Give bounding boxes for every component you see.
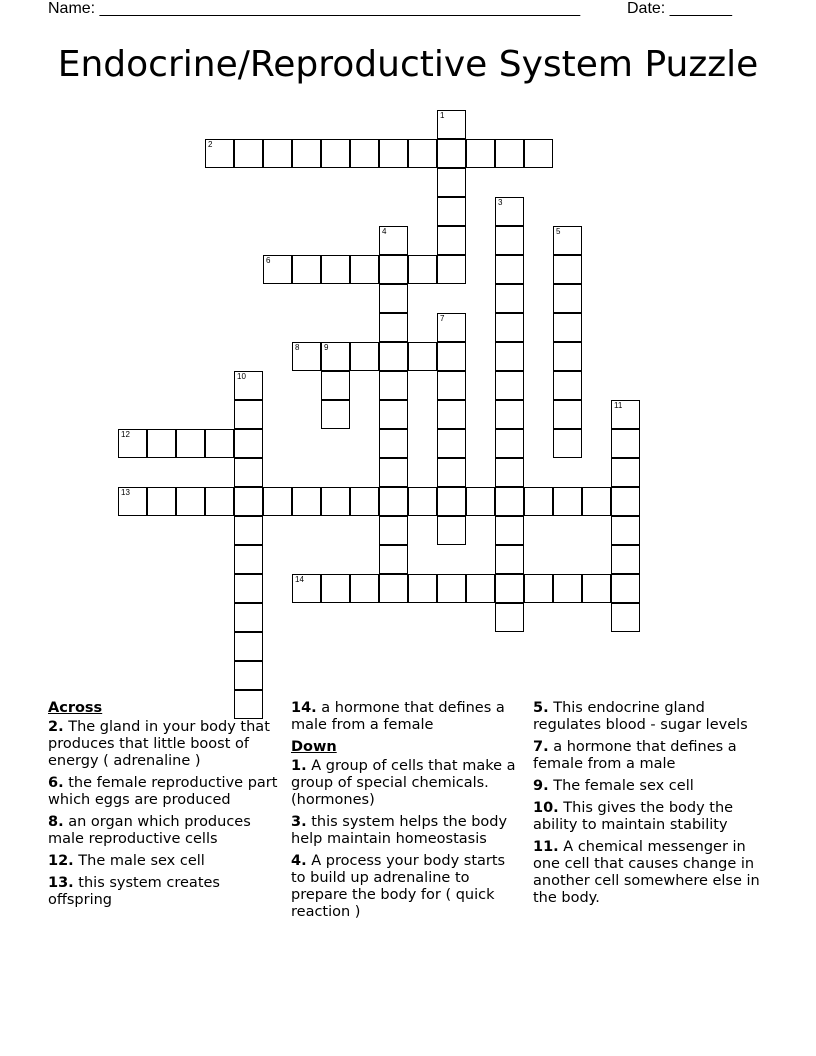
grid-cell[interactable]: [379, 487, 408, 516]
grid-cell[interactable]: [466, 574, 495, 603]
grid-cell[interactable]: [495, 342, 524, 371]
grid-cell[interactable]: [350, 255, 379, 284]
grid-cell[interactable]: [321, 487, 350, 516]
grid-cell[interactable]: [408, 139, 437, 168]
clue-number: 12: [121, 430, 130, 439]
grid-cell[interactable]: [437, 197, 466, 226]
grid-cell[interactable]: [553, 284, 582, 313]
grid-cell[interactable]: [611, 400, 640, 429]
grid-cell[interactable]: [553, 342, 582, 371]
page-title: Endocrine/Reproductive System Puzzle: [57, 44, 759, 85]
grid-cell[interactable]: [234, 661, 263, 690]
grid-cell[interactable]: [553, 487, 582, 516]
grid-cell[interactable]: [495, 487, 524, 516]
grid-cell[interactable]: [611, 545, 640, 574]
grid-cell[interactable]: [437, 400, 466, 429]
grid-cell[interactable]: [611, 603, 640, 632]
grid-cell[interactable]: [611, 574, 640, 603]
clue-number: 5: [556, 227, 561, 236]
clues-column-3: [533, 700, 773, 912]
clue-down-5: 5. This endocrine gland regulates blood - sugar levels: [533, 700, 748, 733]
grid-cell[interactable]: [263, 255, 292, 284]
grid-cell[interactable]: [379, 458, 408, 487]
grid-cell[interactable]: [437, 168, 466, 197]
clue-number: 4: [382, 227, 387, 236]
clue-across-12: 12. The male sex cell: [48, 853, 205, 869]
grid-cell[interactable]: [350, 342, 379, 371]
grid-cell[interactable]: [495, 284, 524, 313]
grid-cell[interactable]: [524, 139, 553, 168]
grid-cell[interactable]: [495, 139, 524, 168]
grid-cell[interactable]: [495, 255, 524, 284]
grid-cell[interactable]: [408, 487, 437, 516]
grid-cell[interactable]: [495, 226, 524, 255]
grid-cell[interactable]: [553, 255, 582, 284]
grid-cell[interactable]: [321, 371, 350, 400]
grid-cell[interactable]: [379, 313, 408, 342]
grid-cell[interactable]: [611, 487, 640, 516]
grid-cell[interactable]: [350, 487, 379, 516]
grid-cell[interactable]: [408, 574, 437, 603]
grid-cell[interactable]: [205, 429, 234, 458]
clues-column-2: [291, 700, 523, 926]
grid-cell[interactable]: [234, 545, 263, 574]
header: [0, 0, 816, 26]
grid-cell[interactable]: [495, 545, 524, 574]
grid-cell[interactable]: [437, 371, 466, 400]
grid-cell[interactable]: [408, 342, 437, 371]
grid-cell[interactable]: [205, 139, 234, 168]
grid-cell[interactable]: [147, 429, 176, 458]
grid-cell[interactable]: [611, 458, 640, 487]
grid-cell[interactable]: [234, 574, 263, 603]
grid-cell[interactable]: [263, 487, 292, 516]
grid-cell[interactable]: [437, 110, 466, 139]
grid-cell[interactable]: [321, 139, 350, 168]
grid-cell[interactable]: [495, 574, 524, 603]
clue-number: 2: [208, 140, 213, 149]
grid-cell[interactable]: [321, 255, 350, 284]
clue-down-10: 10. This gives the body the ability to maintain stability: [533, 800, 734, 833]
clue-across-2: 2. The gland in your body that produces that little boost of energy ( adrenaline ): [48, 719, 270, 769]
grid-cell[interactable]: [379, 400, 408, 429]
date-field-label[interactable]: Date: _______: [627, 0, 732, 17]
grid-cell[interactable]: [379, 139, 408, 168]
clue-number: 1: [440, 111, 445, 120]
grid-cell[interactable]: [379, 371, 408, 400]
grid-cell[interactable]: [234, 400, 263, 429]
grid-cell[interactable]: [437, 429, 466, 458]
grid-cell[interactable]: [495, 603, 524, 632]
grid-cell[interactable]: [263, 139, 292, 168]
grid-cell[interactable]: [437, 226, 466, 255]
grid-cell[interactable]: [292, 139, 321, 168]
grid-cell[interactable]: [408, 255, 437, 284]
grid-cell[interactable]: [495, 371, 524, 400]
grid-cell[interactable]: [350, 574, 379, 603]
grid-cell[interactable]: [524, 487, 553, 516]
grid-cell[interactable]: [379, 574, 408, 603]
grid-cell[interactable]: [234, 139, 263, 168]
grid-cell[interactable]: [437, 487, 466, 516]
clue-number: 10: [237, 372, 246, 381]
down-heading: Down: [291, 739, 337, 755]
clue-number: 3: [498, 198, 503, 207]
clue-across-14: 14. a hormone that defines a male from a female: [291, 700, 505, 733]
grid-cell[interactable]: [437, 255, 466, 284]
grid-cell[interactable]: [582, 487, 611, 516]
grid-cell[interactable]: [321, 574, 350, 603]
clue-across-13: 13. this system creates offspring: [48, 875, 220, 908]
grid-cell[interactable]: [553, 371, 582, 400]
grid-cell[interactable]: [379, 226, 408, 255]
grid-cell[interactable]: [379, 429, 408, 458]
grid-cell[interactable]: [466, 139, 495, 168]
grid-cell[interactable]: [379, 255, 408, 284]
clue-number: 6: [266, 256, 271, 265]
name-field-label[interactable]: Name: ______________________________________________________: [48, 0, 581, 17]
clue-number: 7: [440, 314, 445, 323]
grid-cell[interactable]: [495, 516, 524, 545]
clue-number: 13: [121, 488, 130, 497]
grid-cell[interactable]: [234, 487, 263, 516]
grid-cell[interactable]: [437, 516, 466, 545]
grid-cell[interactable]: [466, 487, 495, 516]
grid-cell[interactable]: [553, 226, 582, 255]
grid-cell[interactable]: [611, 516, 640, 545]
grid-cell[interactable]: [553, 429, 582, 458]
grid-cell[interactable]: [495, 400, 524, 429]
grid-cell[interactable]: [234, 458, 263, 487]
grid-cell[interactable]: [321, 400, 350, 429]
clue-down-9: 9. The female sex cell: [533, 778, 694, 794]
grid-cell[interactable]: [292, 487, 321, 516]
grid-cell[interactable]: [234, 632, 263, 661]
grid-cell[interactable]: [495, 458, 524, 487]
clue-number: 14: [295, 575, 304, 584]
grid-cell[interactable]: [495, 197, 524, 226]
grid-cell[interactable]: [118, 429, 147, 458]
grid-cell[interactable]: [437, 458, 466, 487]
grid-cell[interactable]: [292, 342, 321, 371]
grid-cell[interactable]: [234, 603, 263, 632]
grid-cell[interactable]: [234, 429, 263, 458]
grid-cell[interactable]: [524, 574, 553, 603]
clue-down-1: 1. A group of cells that make a group of special chemicals. (hormones): [291, 758, 516, 808]
grid-cell[interactable]: [437, 342, 466, 371]
clue-across-6: 6. the female reproductive part which eggs are produced: [48, 775, 278, 808]
grid-cell[interactable]: [553, 400, 582, 429]
grid-cell[interactable]: [350, 139, 379, 168]
clue-down-4: 4. A process your body starts to build up adrenaline to prepare the body for ( quick reaction ): [291, 853, 506, 920]
clue-across-8: 8. an organ which produces male reproductive cells: [48, 814, 251, 847]
clue-number: 11: [614, 401, 623, 410]
grid-cell[interactable]: [292, 574, 321, 603]
grid-cell[interactable]: [379, 545, 408, 574]
grid-cell[interactable]: [379, 516, 408, 545]
clues-column-1: [48, 700, 284, 914]
grid-cell[interactable]: [379, 342, 408, 371]
grid-cell[interactable]: [553, 574, 582, 603]
grid-cell[interactable]: [495, 429, 524, 458]
grid-cell[interactable]: [495, 313, 524, 342]
grid-cell[interactable]: [321, 342, 350, 371]
grid-cell[interactable]: [234, 371, 263, 400]
grid-cell[interactable]: [553, 313, 582, 342]
clue-down-11: 11. A chemical messenger in one cell that causes change in another cell somewhere else in the body.: [533, 839, 760, 906]
grid-cell[interactable]: [437, 574, 466, 603]
across-heading: Across: [48, 700, 103, 716]
grid-cell[interactable]: [176, 429, 205, 458]
grid-cell[interactable]: [611, 429, 640, 458]
clue-down-3: 3. this system helps the body help maintain homeostasis: [291, 814, 508, 847]
grid-cell[interactable]: [176, 487, 205, 516]
clue-number: 8: [295, 343, 300, 352]
grid-cell[interactable]: [379, 284, 408, 313]
grid-cell[interactable]: [234, 516, 263, 545]
grid-cell[interactable]: [437, 139, 466, 168]
grid-cell[interactable]: [147, 487, 176, 516]
clue-number: 9: [324, 343, 329, 352]
grid-cell[interactable]: [437, 313, 466, 342]
grid-cell[interactable]: [118, 487, 147, 516]
grid-cell[interactable]: [205, 487, 234, 516]
grid-cell[interactable]: [582, 574, 611, 603]
clue-down-7: 7. a hormone that defines a female from a male: [533, 739, 737, 772]
grid-cell[interactable]: [292, 255, 321, 284]
